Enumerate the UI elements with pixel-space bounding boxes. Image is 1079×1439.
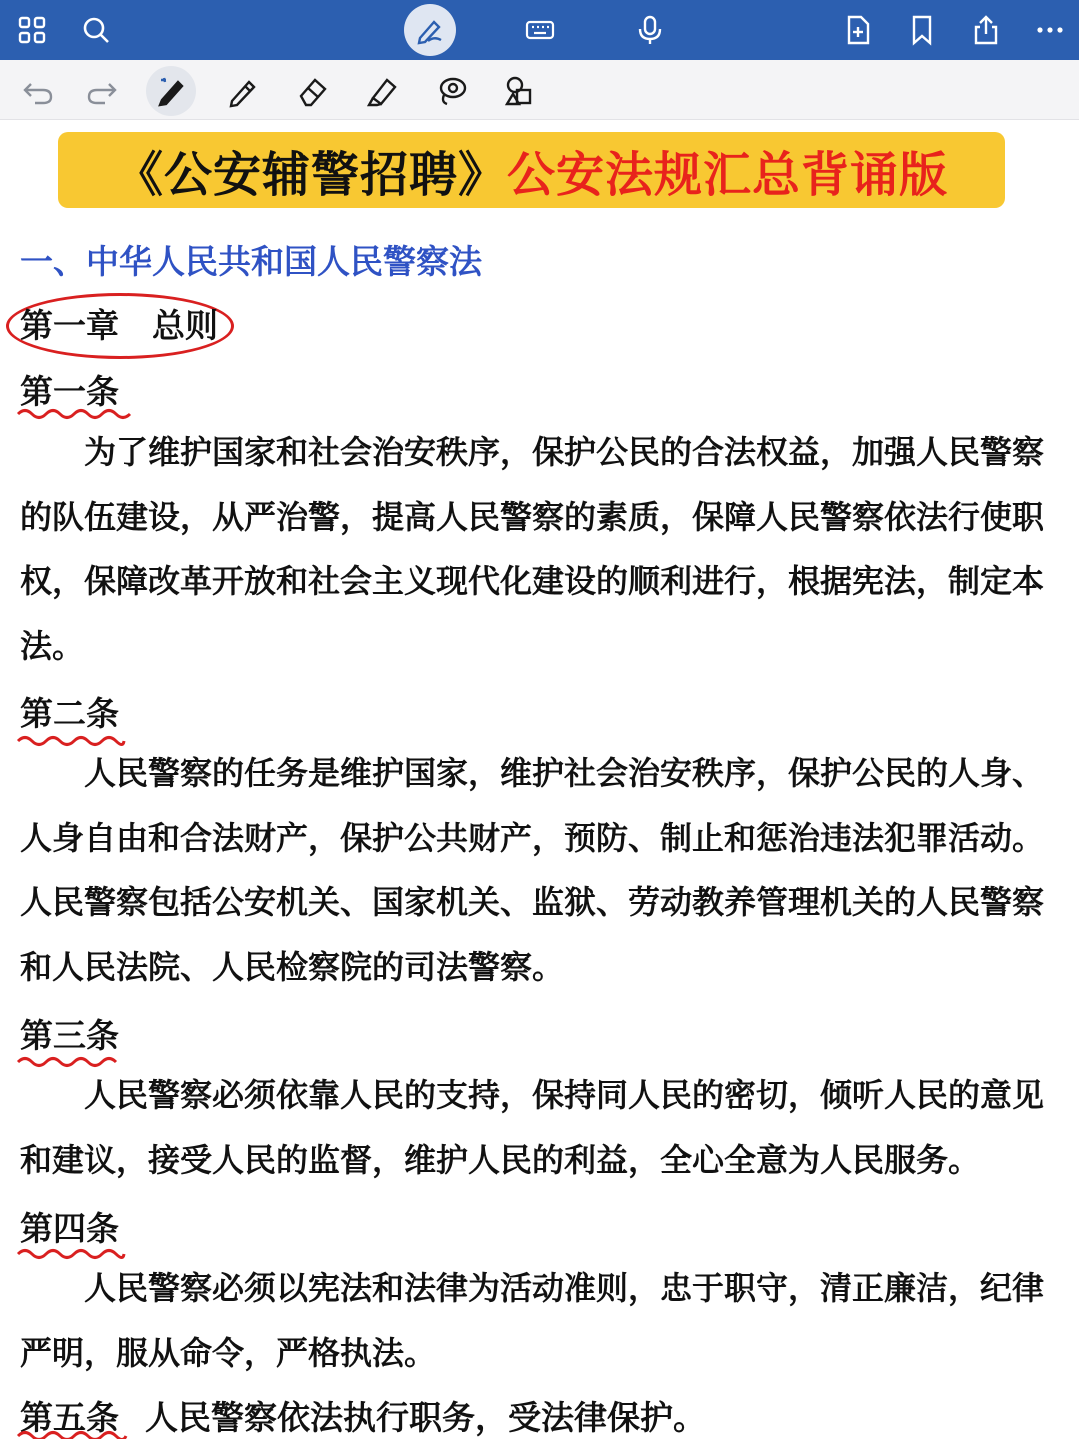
lasso-icon[interactable]: [430, 69, 474, 113]
banner-title-right: 公安法规汇总背诵版: [507, 146, 949, 203]
article-title: 第三条: [20, 1016, 119, 1055]
squiggle-underline: [16, 406, 134, 420]
search-icon[interactable]: [72, 6, 120, 54]
section-title: 一、中华人民共和国人民警察法: [20, 242, 482, 281]
top-toolbar: [0, 0, 1079, 60]
banner-title-left: 《公安辅警招聘》: [114, 146, 507, 203]
article-text: 人民警察的任务是维护国家，维护社会治安秩序，保护公民的人身、人身自由和合法财产，保护公共财产，预防、制止和惩治违法犯罪活动。人民警察包括公安机关、国家机关、监狱、劳动教养管理机关的人民警察和人民法院、人民检察院的司法警察。: [20, 754, 1045, 986]
pen-icon[interactable]: [404, 4, 456, 56]
squiggle-underline: [16, 1428, 128, 1439]
ballpoint-pen-icon[interactable]: [146, 66, 196, 116]
drawing-toolbar: [0, 60, 1079, 120]
article-text: 人民警察必须以宪法和法律为活动准则，忠于职守，清正廉洁，纪律严明，服从命令，严格执法。: [20, 1269, 1045, 1372]
more-icon[interactable]: [1026, 6, 1074, 54]
article-title: 第五条: [20, 1398, 119, 1437]
grid-icon[interactable]: [8, 6, 56, 54]
article-title: 第四条: [20, 1209, 119, 1248]
microphone-icon[interactable]: [626, 6, 674, 54]
redo-icon[interactable]: [80, 69, 124, 113]
article-title: 第二条: [20, 694, 119, 733]
pencil-icon[interactable]: [220, 69, 264, 113]
article-text: 人民警察依法执行职务，受法律保护。: [145, 1398, 706, 1437]
shapes-icon[interactable]: [498, 69, 542, 113]
bookmark-icon[interactable]: [898, 6, 946, 54]
share-icon[interactable]: [962, 6, 1010, 54]
article-text: 人民警察必须依靠人民的支持，保持同人民的密切，倾听人民的意见和建议，接受人民的监督，维护人民的利益，全心全意为人民服务。: [20, 1076, 1045, 1179]
highlighter-icon[interactable]: [360, 69, 404, 113]
eraser-icon[interactable]: [290, 69, 334, 113]
title-banner: [58, 132, 1005, 208]
add-page-icon[interactable]: [834, 6, 882, 54]
article-text: 为了维护国家和社会治安秩序，保护公民的合法权益，加强人民警察的队伍建设，从严治警，提高人民警察的素质，保障人民警察依法行使职权，保障改革开放和社会主义现代化建设的顺利进行，根据宪法，制定本法。: [20, 433, 1045, 665]
undo-icon[interactable]: [16, 69, 60, 113]
article-title: 第一条: [20, 372, 119, 411]
chapter-heading: 第一章 总则: [20, 306, 218, 345]
keyboard-icon[interactable]: [516, 6, 564, 54]
